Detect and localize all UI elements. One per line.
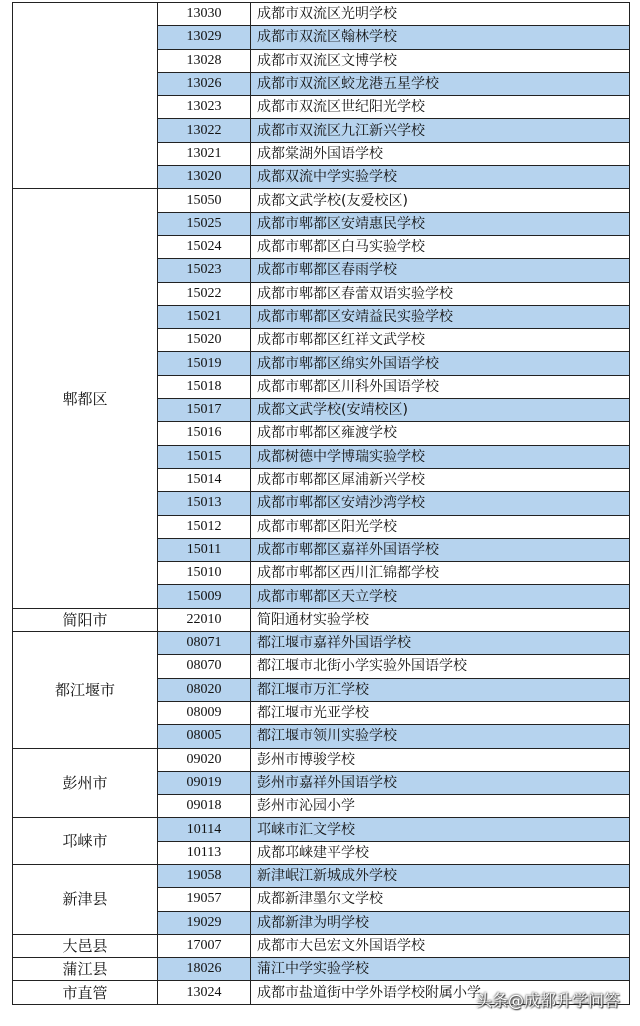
school-code-cell: 10114	[158, 818, 251, 841]
school-name-cell: 成都邛崃建平学校	[251, 841, 630, 864]
school-code-cell: 15019	[158, 352, 251, 375]
school-name-cell: 成都树德中学博瑞实验学校	[251, 445, 630, 468]
table-row	[13, 958, 630, 981]
school-name-cell: 成都市郫都区川科外国语学校	[251, 375, 630, 398]
school-code-cell: 19058	[158, 864, 251, 887]
school-name-cell: 成都市郫都区犀浦新兴学校	[251, 468, 630, 491]
district-cell: 蒲江县	[13, 958, 158, 981]
school-name-cell: 彭州市博骏学校	[251, 748, 630, 771]
school-name-cell: 成都市郫都区春雨学校	[251, 259, 630, 282]
school-code-cell: 15020	[158, 329, 251, 352]
school-code-cell: 08005	[158, 725, 251, 748]
school-name-cell: 彭州市沁园小学	[251, 795, 630, 818]
table-row	[13, 748, 630, 771]
school-code-cell: 08071	[158, 632, 251, 655]
school-name-cell: 成都市郫都区绵实外国语学校	[251, 352, 630, 375]
table-row	[13, 189, 630, 212]
school-code-cell: 13020	[158, 166, 251, 189]
school-code-cell: 15010	[158, 562, 251, 585]
school-name-cell: 成都市郫都区红祥文武学校	[251, 329, 630, 352]
school-code-cell: 19057	[158, 888, 251, 911]
table-row	[13, 934, 630, 957]
school-code-cell: 13021	[158, 142, 251, 165]
school-code-cell: 15009	[158, 585, 251, 608]
table-row	[13, 864, 630, 887]
school-name-cell: 都江堰市北街小学实验外国语学校	[251, 655, 630, 678]
school-code-cell: 15011	[158, 538, 251, 561]
school-name-cell: 成都市郫都区安靖沙湾学校	[251, 492, 630, 515]
school-code-cell: 15050	[158, 189, 251, 212]
school-name-cell: 成都市郫都区嘉祥外国语学校	[251, 538, 630, 561]
school-code-cell: 15015	[158, 445, 251, 468]
district-cell: 市直管	[13, 981, 158, 1004]
school-code-cell: 22010	[158, 608, 251, 631]
school-code-cell: 13030	[158, 3, 251, 26]
school-code-cell: 09018	[158, 795, 251, 818]
district-cell: 郫都区	[13, 189, 158, 608]
school-name-cell: 成都市郫都区白马实验学校	[251, 235, 630, 258]
school-code-cell: 13023	[158, 96, 251, 119]
district-cell: 新津县	[13, 864, 158, 934]
school-name-cell: 成都新津为明学校	[251, 911, 630, 934]
school-code-cell: 13028	[158, 49, 251, 72]
school-code-cell: 15016	[158, 422, 251, 445]
school-code-cell: 19029	[158, 911, 251, 934]
school-name-cell: 简阳通材实验学校	[251, 608, 630, 631]
school-name-cell: 成都市双流区九江新兴学校	[251, 119, 630, 142]
school-code-cell: 08009	[158, 701, 251, 724]
school-name-cell: 成都市郫都区安靖惠民学校	[251, 212, 630, 235]
table-row	[13, 632, 630, 655]
school-name-cell: 成都市双流区蛟龙港五星学校	[251, 72, 630, 95]
table-row	[13, 3, 630, 26]
school-name-cell: 都江堰市领川实验学校	[251, 725, 630, 748]
school-code-cell: 13022	[158, 119, 251, 142]
district-cell: 大邑县	[13, 934, 158, 957]
school-name-cell: 成都双流中学实验学校	[251, 166, 630, 189]
school-code-cell: 15017	[158, 399, 251, 422]
district-cell	[13, 3, 158, 189]
school-name-cell: 成都文武学校(安靖校区)	[251, 399, 630, 422]
school-name-cell: 成都棠湖外国语学校	[251, 142, 630, 165]
school-code-cell: 15014	[158, 468, 251, 491]
school-name-cell: 成都市郫都区雍渡学校	[251, 422, 630, 445]
district-cell: 都江堰市	[13, 632, 158, 748]
school-name-cell: 都江堰市嘉祥外国语学校	[251, 632, 630, 655]
school-code-cell: 15022	[158, 282, 251, 305]
school-code-cell: 09020	[158, 748, 251, 771]
school-name-cell: 邛崃市汇文学校	[251, 818, 630, 841]
school-name-cell: 成都市郫都区天立学校	[251, 585, 630, 608]
school-code-cell: 15021	[158, 305, 251, 328]
school-code-cell: 13029	[158, 26, 251, 49]
school-name-cell: 成都市盐道街中学外语学校附属小学	[251, 981, 630, 1004]
school-code-cell: 13024	[158, 981, 251, 1004]
school-name-cell: 成都市双流区世纪阳光学校	[251, 96, 630, 119]
school-code-cell: 09019	[158, 771, 251, 794]
school-name-cell: 成都市郫都区阳光学校	[251, 515, 630, 538]
district-cell: 邛崃市	[13, 818, 158, 865]
school-name-cell: 成都市双流区翰林学校	[251, 26, 630, 49]
school-name-cell: 都江堰市光亚学校	[251, 701, 630, 724]
school-name-cell: 成都新津墨尔文学校	[251, 888, 630, 911]
school-code-cell: 15013	[158, 492, 251, 515]
district-cell: 简阳市	[13, 608, 158, 631]
school-code-cell: 08020	[158, 678, 251, 701]
school-code-cell: 15025	[158, 212, 251, 235]
school-name-cell: 成都文武学校(友爱校区)	[251, 189, 630, 212]
school-code-cell: 08070	[158, 655, 251, 678]
district-cell: 彭州市	[13, 748, 158, 818]
school-name-cell: 成都市郫都区西川汇锦都学校	[251, 562, 630, 585]
school-code-cell: 15023	[158, 259, 251, 282]
school-name-cell: 蒲江中学实验学校	[251, 958, 630, 981]
school-name-cell: 成都市双流区文博学校	[251, 49, 630, 72]
school-name-cell: 成都市双流区光明学校	[251, 3, 630, 26]
school-name-cell: 成都市大邑宏文外国语学校	[251, 934, 630, 957]
school-name-cell: 成都市郫都区安靖益民实验学校	[251, 305, 630, 328]
school-name-cell: 都江堰市万汇学校	[251, 678, 630, 701]
watermark: 头条@成都升学问答	[476, 991, 621, 1010]
school-name-cell: 成都市郫都区春蕾双语实验学校	[251, 282, 630, 305]
school-code-cell: 15012	[158, 515, 251, 538]
school-code-cell: 15024	[158, 235, 251, 258]
school-code-cell: 10113	[158, 841, 251, 864]
school-code-cell: 13026	[158, 72, 251, 95]
table-row	[13, 818, 630, 841]
school-name-cell: 彭州市嘉祥外国语学校	[251, 771, 630, 794]
table-row	[13, 608, 630, 631]
school-code-cell: 15018	[158, 375, 251, 398]
school-table	[12, 2, 630, 1005]
school-code-cell: 17007	[158, 934, 251, 957]
school-name-cell: 新津岷江新城成外学校	[251, 864, 630, 887]
school-code-cell: 18026	[158, 958, 251, 981]
